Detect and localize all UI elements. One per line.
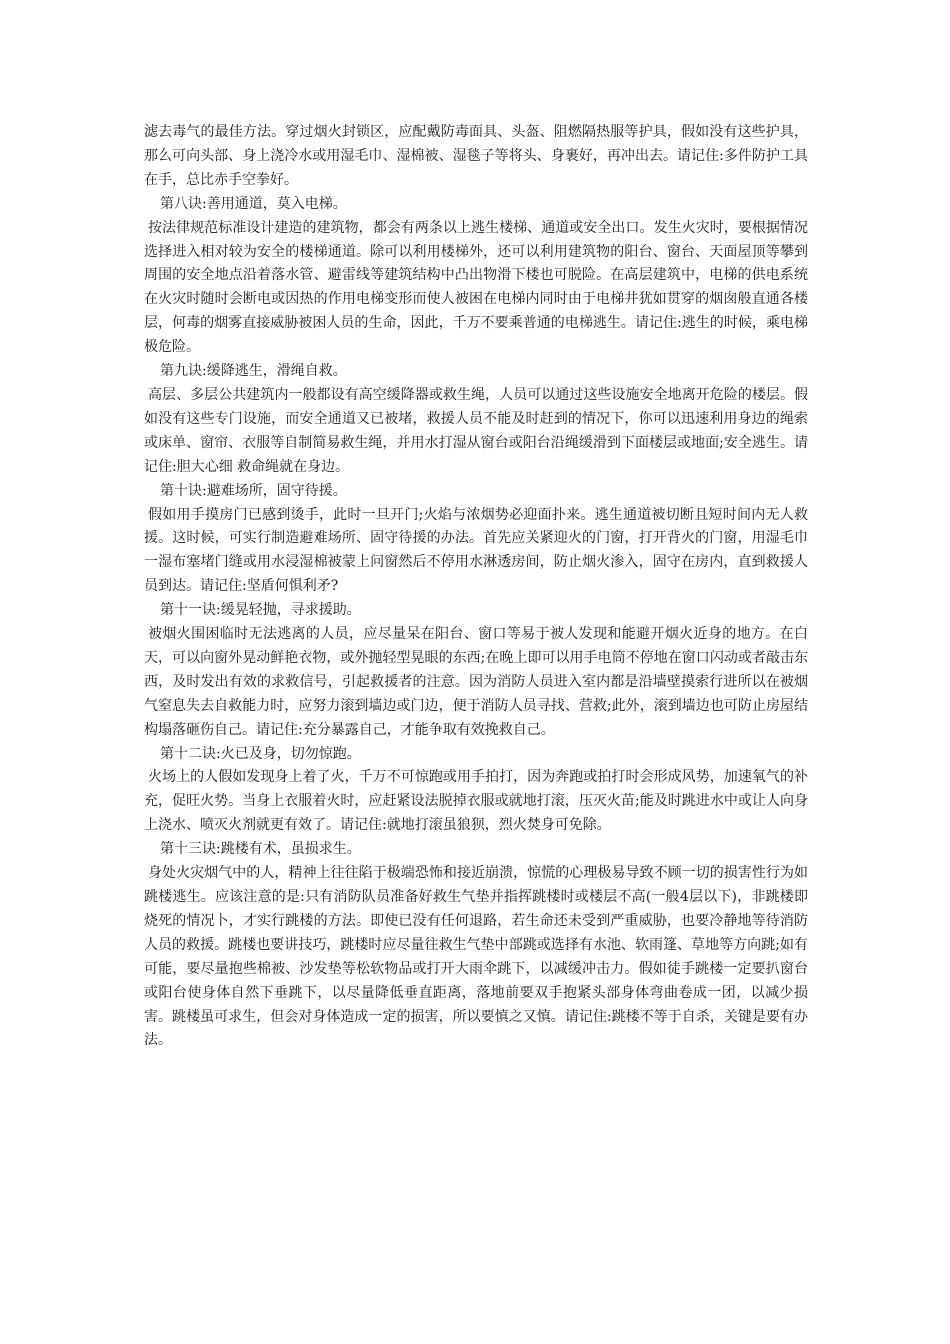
paragraph-8: 按法律规范标准设计建造的建筑物，都会有两条以上逃生楼梯、通道或安全出口。发生火灾时，要根据情况选择进入相对较为安全的楼梯通道。除可以利用楼梯外，还可以利用建筑物的阳台、窗台、天面屋顶等攀到周围的安全地点沿着落水管、避雷线等建筑结构中凸出物滑下楼也可脱险。在高层建筑中，电梯的供电系统在火灾时随时会断电或因热的作用电梯变形而使人被困在电梯内同时由于电梯井犹如贯穿的烟囱般直通各楼层，何毒的烟雾直接威胁被困人员的生命，因此，千万不要乘普通的电梯逃生。请记住:逃生的时候，乘电梯极危险。: [144, 219, 808, 356]
section-heading-8: 第八诀:善用通道，莫入电梯。: [160, 195, 347, 212]
paragraph-9: 高层、多层公共建筑内一般都设有高空缓降器或救生绳，人员可以通过这些设施安全地离开危险的楼层。假如没有这些专门设施，而安全通道又已被堵，救援人员不能及时赶到的情况下，你可以迅速利用身边的绳索或床单、窗帘、衣服等自制简易救生绳，并用水打湿从窗台或阳台沿绳缓滑到下面楼层或地面;安全逃生。请记住:胆大心细 救命绳就在身边。: [144, 386, 808, 475]
section-heading-12: 第十二诀:火已及身，切勿惊跑。: [160, 745, 361, 762]
section-heading-9: 第九诀:缓降逃生，滑绳自救。: [160, 363, 347, 380]
paragraph-11: 被烟火围困临时无法逃离的人员，应尽量呆在阳台、窗口等易于被人发现和能避开烟火近身的地方。在白天，可以向窗外晃动鲜艳衣物，或外抛轻型晃眼的东西;在晚上即可以用手电筒不停地在窗口闪动或者敲击东西，及时发出有效的求救信号，引起救援者的注意。因为消防人员进入室内都是沿墙壁摸索行进所以在被烟气窒息失去自救能力时，应努力滚到墙边或门边，便于消防人员寻找、营救;此外，滚到墙边也可防止房屋结构塌落砸伤自己。请记住:充分暴露自己，才能争取有效挽救自己。: [144, 626, 808, 738]
paragraph-12: 火场上的人假如发现身上着了火，千万不可惊跑或用手拍打，因为奔跑或拍打时会形成风势，加速氧气的补充，促旺火势。当身上衣服着火时，应赶紧设法脱掉衣服或就地打滚，压灭火苗;能及时跳进水中或让人向身上浇水、喷灭火剂就更有效了。请记住:就地打滚虽狼狈，烈火焚身可免除。: [144, 769, 808, 834]
section-heading-13: 第十三诀:跳楼有术，虽损求生。: [160, 841, 361, 858]
paragraph-continuation: 滤去毒气的最佳方法。穿过烟火封锁区，应配戴防毒面具、头盔、阻燃隔热服等护具，假如没有这些护具，那么可向头部、身上浇冷水或用湿毛巾、湿棉被、湿毯子等将头、身裹好，再冲出去。请记住:多件防护工具在手，总比赤手空拳好。: [144, 124, 808, 188]
document-body: [144, 121, 808, 1053]
paragraph-13: 身处火灾烟气中的人，精神上往往陷于极端恐怖和接近崩溃，惊慌的心理极易导致不顾一切的损害性行为如跳楼逃生。应该注意的是:只有消防队员准备好救生气垫并指挥跳楼时或楼层不高(一般4层以下)，非跳楼即烧死的情况卜，才实行跳楼的方法。即使已没有任何退路，若生命还未受到严重威胁，也要冷静地等待消防人员的救援。跳楼也要讲技巧，跳楼时应尽量往救生气垫中部跳或选择有水池、软雨篷、草地等方向跳;如有可能，要尽量抱些棉被、沙发垫等松软物品或打开大雨伞跳下，以减缓冲击力。假如徒手跳楼一定要扒窗台或阳台使身体自然下垂跳下，以尽量降低垂直距离，落地前要双手抱紧头部身体弯曲卷成一团，以减少损害。跳楼虽可求生，但会对身体造成一定的损害，所以要慎之又慎。请记住:跳楼不等于自杀，关键是要有办法。: [144, 865, 808, 1049]
paragraph-10: 假如用手摸房门已感到烫手，此时一旦开门;火焰与浓烟势必迎面扑来。逃生通道被切断且短时间内无人救援。这时候，可实行制造避难场所、固守待援的办法。首先应关紧迎火的门窗，打开背火的门窗，用湿毛巾一湿布塞堵门缝或用水浸湿棉被蒙上问窗然后不停用水淋透房间，防止烟火渗入，固守在房内，直到救援人员到达。请记住:坚盾何惧利矛?: [144, 506, 808, 595]
section-heading-11: 第十一诀:缓晃轻抛，寻求援助。: [160, 602, 361, 619]
section-heading-10: 第十诀:避难场所，固守待援。: [160, 482, 347, 499]
